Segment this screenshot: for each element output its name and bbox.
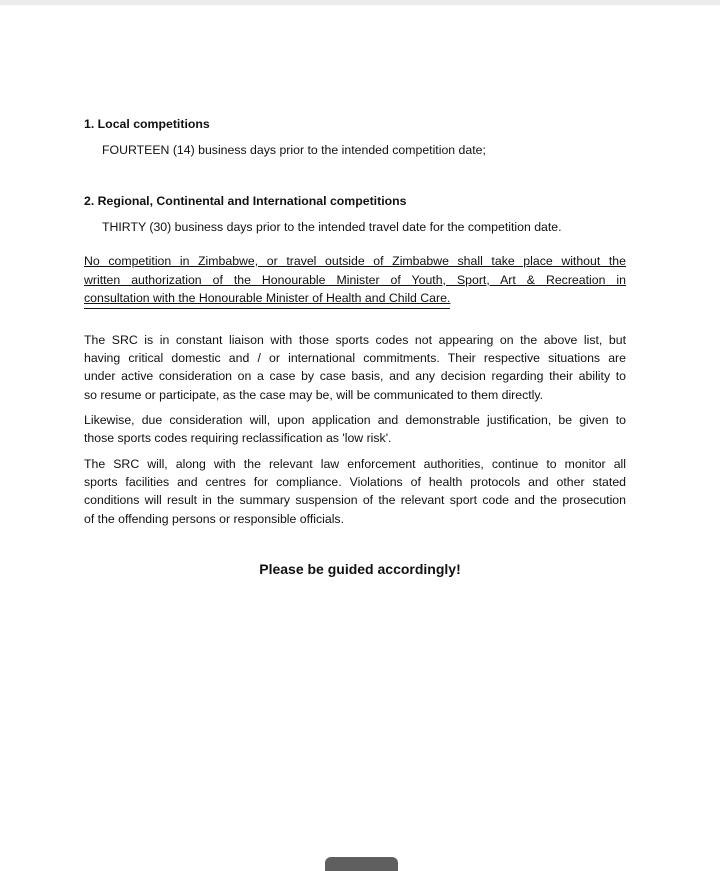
local-competitions-detail: FOURTEEN (14) business days prior to the intended competition date; [102, 143, 486, 157]
paragraph-line: conditions will result in the summary suspension of the relevant sport code and the prosecution [84, 493, 626, 508]
notice-line: written authorization of the Honourable Minister of Youth, Sport, Art & Recreation in [84, 272, 626, 287]
paragraph-line: Likewise, due consideration will, upon application and demonstrable justification, be given to [84, 413, 626, 427]
page-scroll-handle[interactable] [325, 857, 398, 871]
closing-statement: Please be guided accordingly! [259, 561, 461, 577]
authorization-notice [84, 252, 626, 309]
notice-line: No competition in Zimbabwe, or travel outside of Zimbabwe shall take place without the [84, 254, 626, 268]
liaison-paragraph [84, 331, 626, 404]
paragraph-line: The SRC is in constant liaison with those sports codes not appearing on the above list, but [84, 333, 626, 347]
paragraph-line: The SRC will, along with the relevant law enforcement authorities, continue to monitor all [84, 457, 626, 471]
viewer-top-strip [0, 0, 720, 5]
enforcement-paragraph [84, 455, 626, 528]
reclassification-paragraph [84, 411, 626, 447]
regional-competitions-detail: THIRTY (30) business days prior to the intended travel date for the competition date. [102, 220, 562, 234]
paragraph-line: so resume or participate, as the case may be, will be communicated to them directly. [84, 387, 544, 402]
paragraph-line: having critical domestic and / or international commitments. Their respective situations are [84, 351, 626, 366]
paragraph-line: of the offending persons or responsible officials. [84, 511, 344, 526]
notice-line: consultation with the Honourable Minister of Health and Child Care. [84, 289, 450, 309]
paragraph-line: those sports codes requiring reclassification as 'low risk'. [84, 431, 392, 446]
regional-competitions-heading: 2. Regional, Continental and International competitions [84, 194, 407, 208]
local-competitions-heading: 1. Local competitions [84, 117, 210, 131]
paragraph-line: sports facilities and centres for compliance. Violations of health protocols and other stated [84, 475, 626, 490]
paragraph-line: under active consideration on a case by case basis, and any decision regarding their ability to [84, 369, 626, 384]
